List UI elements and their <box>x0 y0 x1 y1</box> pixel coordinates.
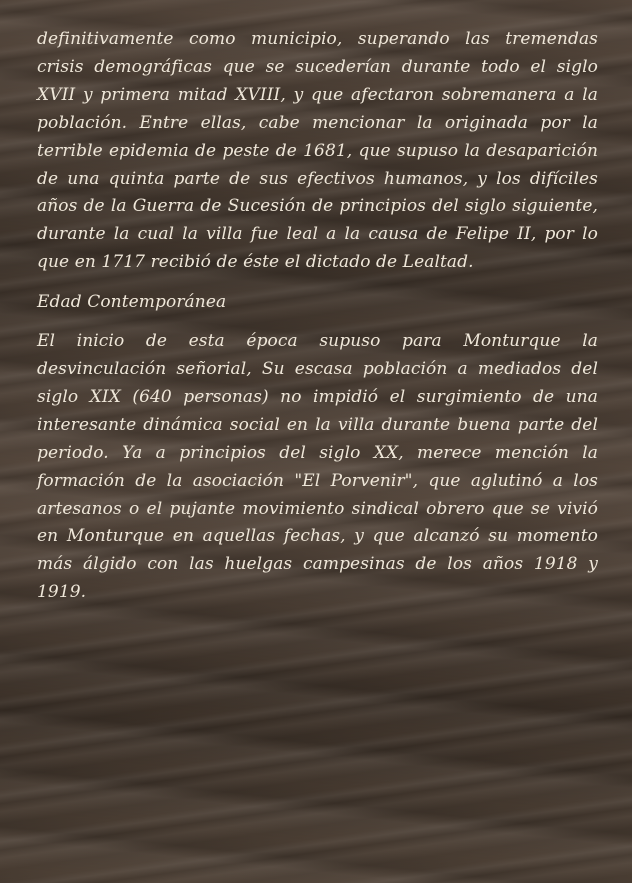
section-heading: Edad Contemporánea <box>37 292 227 313</box>
paragraph-modern-age: definitivamente como municipio, superando las tremendas crisis demográficas que se sucederían durante todo el siglo XVII y primera mitad XVIII, y que afectaron sobremanera a la población. Entre ellas, cabe mencionar la originada por la terrible epidemia de peste de 1681, que supuso la desaparición de una quinta parte de sus efectivos humanos, y los difíciles años de la Guerra de Sucesión de principios del siglo siguiente, durante la cual la villa fue leal a la causa de Felipe II, por lo que en 1717 recibió de éste el dictado de Lealtad. <box>37 29 598 273</box>
document-body <box>37 26 598 619</box>
paragraph-contemporary-age: El inicio de esta época supuso para Monturque la desvinculación señorial, Su escasa población a mediados del siglo XIX (640 personas) no impidió el surgimiento de una interesante dinámica social en la villa durante buena parte del periodo. Ya a principios del siglo XX, merece mención la formación de la asociación "El Porvenir", que aglutinó a los artesanos o el pujante movimiento sindical obrero que se vivió en Monturque en aquellas fechas, y que alcanzó su momento más álgido con las huelgas campesinas de los años 1918 y 1919. <box>37 331 598 603</box>
